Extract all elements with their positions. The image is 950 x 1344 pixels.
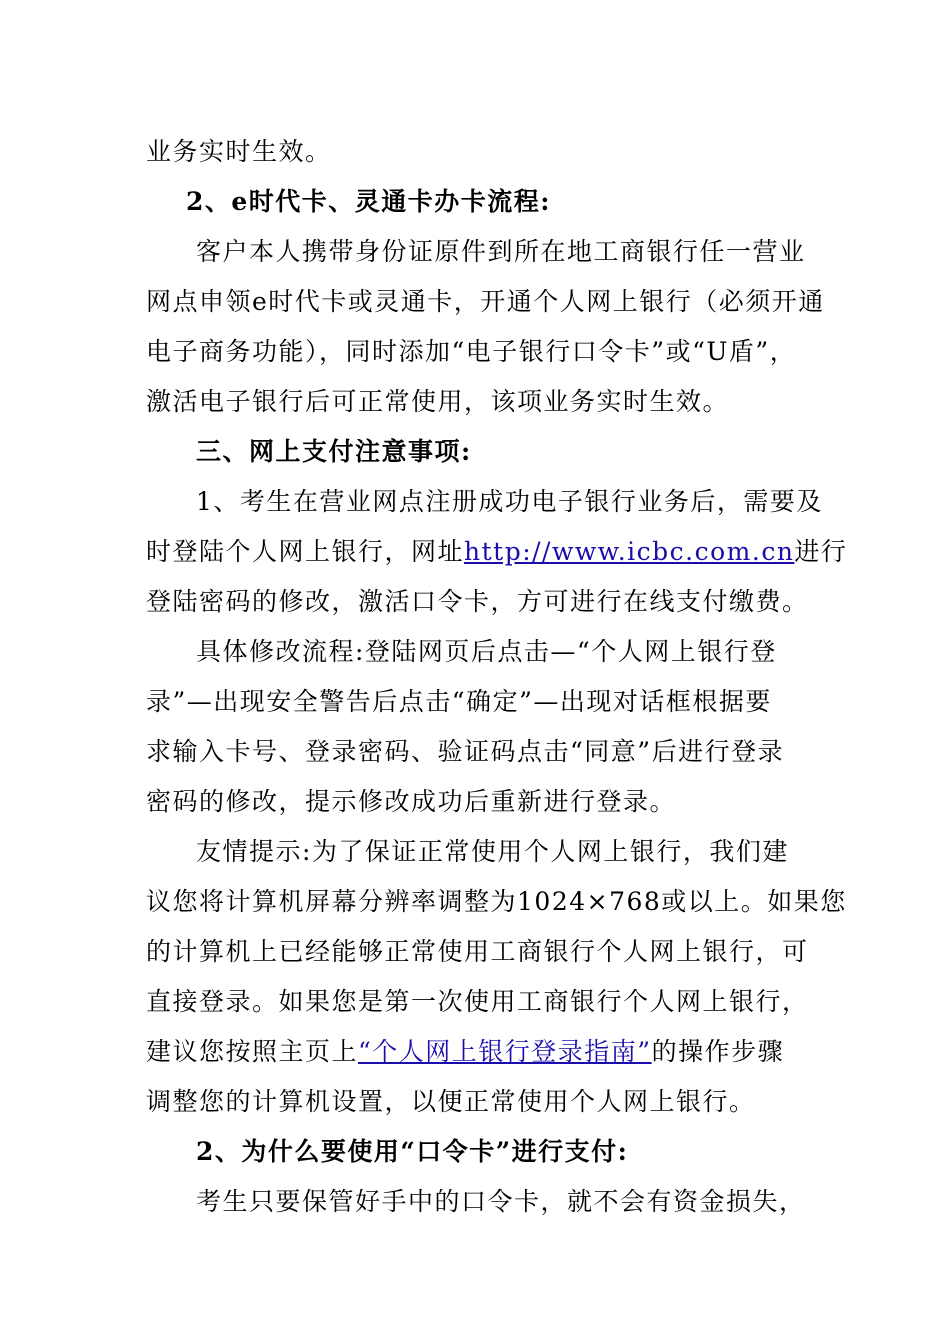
section-heading: 2、e时代卡、灵通卡办卡流程: — [186, 187, 552, 216]
section-heading: 2、为什么要使用“口令卡”进行支付: — [196, 1137, 629, 1166]
paragraph-line: 的计算机上已经能够正常使用工商银行个人网上银行，可 — [146, 937, 809, 966]
section-heading: 三、网上支付注意事项: — [196, 437, 472, 466]
text-segment: 进行 — [794, 537, 848, 566]
paragraph-line — [146, 1037, 784, 1067]
text-segment: 时登陆个人网上银行，网址 — [146, 537, 465, 566]
paragraph-line: 考生只要保管好手中的口令卡，就不会有资金损失， — [196, 1187, 806, 1216]
paragraph-line: 具体修改流程:登陆网页后点击—“个人网上银行登 — [196, 637, 777, 666]
paragraph-line: 登陆密码的修改，激活口令卡，方可进行在线支付缴费。 — [146, 587, 809, 616]
paragraph-line: 激活电子银行后可正常使用，该项业务实时生效。 — [146, 387, 730, 416]
icbc-url-link[interactable]: http://www.icbc.com.cn — [464, 537, 795, 566]
paragraph-line: 1、考生在营业网点注册成功电子银行业务后，需要及 — [196, 487, 823, 516]
paragraph-line: 友情提示:为了保证正常使用个人网上银行，我们建 — [196, 837, 789, 866]
paragraph-line: 录”—出现安全警告后点击“确定”—出现对话框根据要 — [146, 687, 772, 716]
text-segment: 建议您按照主页上 — [146, 1037, 359, 1066]
paragraph-line: 直接登录。如果您是第一次使用工商银行个人网上银行， — [146, 987, 809, 1016]
paragraph-line: 网点申领e时代卡或灵通卡，开通个人网上银行（必须开通 — [146, 287, 825, 316]
login-guide-link[interactable]: “个人网上银行登录指南” — [358, 1037, 652, 1066]
paragraph-line: 电子商务功能），同时添加“电子银行口令卡”或“U盾”， — [146, 337, 797, 366]
paragraph-line: 业务实时生效。 — [146, 137, 332, 166]
paragraph-line: 客户本人携带身份证原件到所在地工商银行任一营业 — [196, 237, 806, 266]
paragraph-line: 调整您的计算机设置，以便正常使用个人网上银行。 — [146, 1087, 756, 1116]
paragraph-line: 议您将计算机屏幕分辨率调整为1024×768或以上。如果您 — [146, 887, 847, 916]
paragraph-line: 求输入卡号、登录密码、验证码点击“同意”后进行登录 — [146, 737, 785, 766]
paragraph-line: 密码的修改，提示修改成功后重新进行登录。 — [146, 787, 677, 816]
paragraph-line — [146, 537, 847, 567]
text-segment: 的操作步骤 — [651, 1037, 785, 1066]
